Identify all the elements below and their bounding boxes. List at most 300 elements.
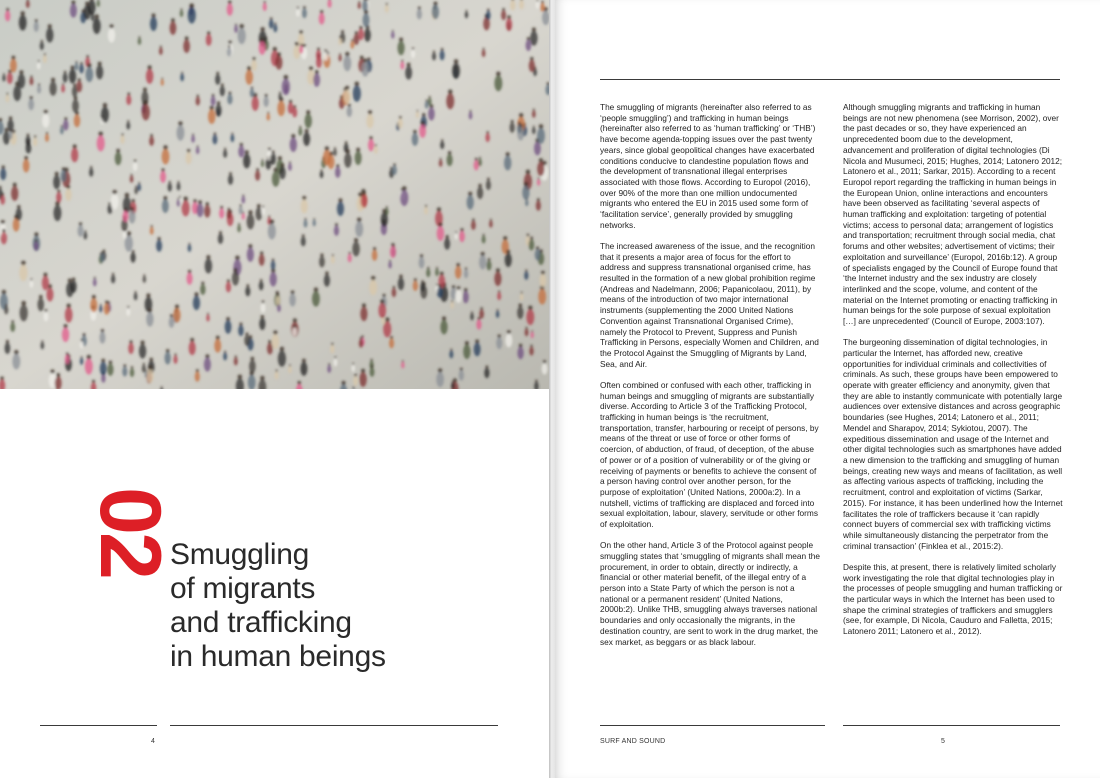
crowd-figure — [279, 166, 286, 179]
crowd-figure — [214, 339, 221, 353]
crowd-figure-head — [21, 261, 26, 266]
crowd-figure — [338, 55, 341, 62]
crowd-figure — [292, 327, 296, 336]
crowd-figure-head — [464, 288, 467, 291]
crowd-figure — [465, 11, 468, 18]
crowd-figure — [29, 77, 33, 85]
crowd-figure — [351, 365, 355, 372]
crowd-figure — [459, 370, 464, 381]
crowd-figure — [63, 120, 68, 131]
crowd-figure — [65, 188, 71, 201]
crowd-figure-head — [163, 196, 167, 200]
crowd-figure-head — [80, 62, 83, 65]
crowd-figure-head — [313, 218, 315, 220]
crowd-figure-head — [100, 304, 102, 306]
crowd-figure-head — [521, 292, 523, 294]
running-footer: SURF AND SOUND — [600, 738, 666, 745]
crowd-figure-head — [433, 51, 435, 53]
crowd-figure-head — [62, 83, 64, 85]
crowd-figure-head — [92, 295, 96, 299]
crowd-figure — [424, 207, 428, 215]
crowd-figure-head — [44, 110, 48, 114]
crowd-figure — [354, 34, 360, 45]
crowd-figure-head — [160, 46, 162, 48]
crowd-figure-head — [348, 104, 351, 107]
crowd-figure — [206, 34, 212, 46]
crowd-figure — [538, 289, 546, 305]
crowd-figure-head — [382, 209, 386, 213]
crowd-figure-head — [352, 363, 354, 365]
crowd-figure — [263, 3, 267, 11]
crowd-figure-head — [101, 359, 105, 363]
crowd-figure-head — [373, 247, 376, 250]
crowd-figure — [76, 81, 82, 92]
crowd-figure — [277, 101, 285, 116]
crowd-figure-head — [109, 360, 112, 363]
crowd-figure-head — [302, 234, 305, 237]
crowd-figure — [350, 41, 354, 49]
crowd-figure — [476, 319, 481, 329]
header-rule — [600, 79, 1060, 80]
crowd-figure-head — [228, 45, 231, 48]
crowd-figure-head — [345, 86, 349, 90]
crowd-figure — [449, 350, 453, 358]
crowd-figure — [46, 288, 53, 302]
crowd-figure-head — [380, 299, 384, 303]
crowd-figure-head — [161, 78, 163, 80]
crowd-figure-head — [320, 253, 323, 256]
crowd-figure-head — [487, 9, 490, 12]
crowd-figure-head — [146, 370, 148, 372]
crowd-figure — [146, 312, 153, 327]
crowd-figure-head — [299, 30, 303, 34]
crowd-figure — [298, 128, 302, 136]
crowd-figure — [440, 320, 447, 335]
left-page — [0, 0, 549, 778]
crowd-figure — [296, 9, 300, 17]
crowd-figure-head — [530, 345, 532, 347]
crowd-figure-head — [87, 63, 91, 67]
crowd-figure-head — [228, 208, 231, 211]
crowd-figure — [191, 135, 195, 142]
crowd-figure-head — [427, 267, 429, 269]
crowd-figure-head — [274, 23, 276, 25]
crowd-figure-head — [161, 168, 164, 171]
crowd-figure-head — [127, 92, 130, 95]
crowd-figure — [348, 254, 352, 262]
crowd-figure-head — [81, 356, 83, 358]
crowd-figure — [454, 233, 457, 240]
crowd-figure — [43, 312, 48, 322]
crowd-figure — [470, 313, 474, 320]
crowd-figure-head — [262, 301, 265, 304]
crowd-figure — [206, 315, 210, 322]
crowd-figure — [272, 171, 280, 186]
crowd-figure — [250, 89, 254, 98]
crowd-figure-head — [438, 368, 442, 372]
crowd-figure-head — [190, 338, 194, 342]
crowd-figure-head — [390, 336, 393, 339]
crowd-figure-head — [281, 163, 285, 167]
crowd-figure — [40, 42, 44, 50]
crowd-figure-head — [331, 343, 333, 345]
crowd-figure — [37, 298, 44, 311]
crowd-figure — [83, 232, 87, 239]
crowd-figure — [188, 7, 196, 23]
crowd-figure-head — [50, 369, 54, 373]
crowd-figure-head — [132, 250, 135, 253]
crowd-figure — [147, 369, 154, 383]
crowd-figure-head — [220, 206, 223, 209]
crowd-figure — [25, 136, 30, 146]
crowd-figure-head — [448, 89, 453, 94]
crowd-figure-head — [268, 148, 271, 151]
crowd-figure — [312, 291, 320, 307]
crowd-figure-head — [13, 183, 17, 187]
crowd-figure — [416, 112, 419, 119]
crowd-figure — [259, 41, 266, 55]
crowd-figure — [215, 74, 220, 85]
crowd-figure-head — [6, 8, 9, 11]
crowd-figure — [355, 151, 362, 165]
crowd-figure-head — [251, 357, 255, 361]
crowd-figure — [37, 86, 41, 94]
crowd-figure — [496, 311, 500, 318]
crowd-figure — [398, 277, 404, 290]
crowd-figure — [333, 149, 337, 156]
crowd-figure — [61, 170, 67, 182]
chapter-title — [170, 538, 470, 674]
crowd-figure-head — [34, 232, 38, 236]
crowd-figure — [276, 296, 281, 305]
crowd-figure — [412, 133, 418, 146]
crowd-figure — [97, 135, 105, 151]
crowd-figure — [337, 202, 344, 216]
crowd-figure-head — [471, 311, 473, 313]
crowd-figure-head — [73, 83, 76, 86]
crowd-figure-head — [538, 178, 540, 180]
crowd-figure-head — [181, 8, 183, 10]
crowd-figure-head — [460, 368, 463, 371]
crowd-figure — [535, 249, 541, 260]
crowd-figure-head — [10, 130, 12, 132]
crowd-figure-head — [238, 223, 240, 225]
crowd-figure-head — [183, 196, 188, 201]
crowd-figure — [242, 213, 245, 220]
crowd-figure-head — [414, 278, 417, 281]
crowd-figure — [75, 63, 79, 71]
crowd-figure — [532, 127, 535, 134]
crowd-figure-head — [4, 128, 8, 132]
crowd-figure — [53, 175, 60, 189]
crowd-figure-head — [338, 198, 342, 202]
crowd-figure-head — [306, 110, 310, 114]
crowd-figure-head — [239, 24, 244, 29]
crowd-figure — [440, 50, 445, 60]
crowd-figure — [529, 347, 533, 356]
crowd-figure — [18, 74, 25, 89]
crowd-figure-head — [66, 303, 70, 307]
crowd-figure-head — [389, 260, 391, 262]
crowd-figure-head — [72, 278, 75, 281]
crowd-figure-head — [375, 144, 377, 146]
crowd-figure-head — [178, 121, 182, 125]
crowd-figure — [278, 93, 281, 100]
crowd-figure — [331, 256, 335, 264]
crowd-figure-head — [511, 120, 514, 123]
crowd-figure — [450, 302, 453, 309]
crowd-figure — [537, 179, 540, 186]
crowd-figure-head — [187, 149, 190, 152]
crowd-figure-head — [245, 332, 248, 335]
crowd-figure-head — [146, 293, 150, 297]
crowd-figure — [267, 343, 273, 355]
crowd-figure — [129, 210, 136, 223]
crowd-figure-head — [293, 318, 297, 322]
crowd-figure-head — [280, 347, 285, 352]
crowd-figure — [159, 47, 163, 55]
crowd-figure — [372, 250, 378, 261]
crowd-figure-head — [109, 24, 113, 28]
crowd-figure-head — [528, 305, 532, 309]
crowd-figure — [273, 24, 277, 32]
crowd-figure — [455, 289, 462, 302]
crowd-figure — [299, 46, 303, 54]
crowd-figure-head — [125, 193, 130, 198]
crowd-figure-head — [354, 81, 359, 86]
crowd-figure — [11, 186, 18, 201]
crowd-figure — [420, 282, 425, 291]
crowd-figure — [123, 231, 127, 239]
crowd-figure — [474, 343, 481, 357]
crowd-figure-head — [98, 131, 103, 136]
crowd-figure-head — [305, 129, 309, 133]
crowd-figure — [496, 337, 502, 349]
crowd-figure — [361, 62, 368, 77]
crowd-figure-head — [46, 132, 48, 134]
crowd-figure-head — [289, 364, 291, 366]
crowd-figure — [385, 5, 389, 13]
crowd-figure — [319, 256, 325, 267]
crowd-figure — [238, 146, 244, 158]
crowd-figure-head — [328, 363, 330, 365]
crowd-figure — [477, 187, 483, 199]
crowd-figure — [177, 183, 181, 191]
crowd-figure — [261, 303, 266, 313]
crowd-figure-head — [496, 268, 500, 272]
crowd-figure-head — [349, 252, 351, 254]
crowd-figure — [78, 225, 84, 237]
crowd-figure — [361, 195, 367, 208]
crowd-figure-head — [6, 340, 9, 343]
crowd-figure-head — [235, 24, 237, 26]
crowd-figure — [237, 225, 241, 232]
crowd-figure — [251, 60, 257, 71]
crowd-figure-head — [530, 57, 533, 60]
crowd-figure — [494, 272, 501, 286]
crowd-figure — [133, 162, 138, 171]
crowd-figure-head — [132, 199, 135, 202]
crowd-figure-head — [302, 359, 306, 363]
crowd-figure-head — [227, 279, 230, 282]
crowd-figure-head — [469, 110, 471, 112]
crowd-figure-head — [321, 169, 323, 171]
crowd-figure-head — [315, 70, 319, 74]
crowd-figure — [343, 55, 351, 71]
crowd-figure-head — [39, 295, 43, 299]
crowd-figure-head — [152, 13, 156, 17]
crowd-figure-head — [74, 96, 78, 100]
crowd-figure-head — [314, 287, 318, 291]
crowd-figure-head — [19, 70, 23, 74]
crowd-figure — [388, 261, 392, 268]
crowd-figure-head — [302, 196, 306, 200]
crowd-figure — [301, 237, 306, 247]
crowd-figure-head — [124, 208, 127, 211]
crowd-figure-head — [246, 284, 249, 287]
crowd-figure — [115, 152, 122, 165]
crowd-figure-head — [502, 8, 505, 11]
crowd-figure-head — [371, 276, 375, 280]
crowd-figure — [183, 39, 190, 52]
crowd-figure-head — [12, 130, 15, 133]
crowd-figure — [101, 107, 109, 123]
crowd-figure-head — [325, 271, 328, 274]
crowd-figure — [180, 74, 184, 82]
crowd-figure-head — [309, 66, 313, 70]
crowd-figure-head — [126, 231, 131, 236]
crowd-figure — [305, 114, 312, 129]
crowd-figure — [536, 201, 541, 211]
crowd-figure-head — [196, 369, 199, 372]
crowd-figure — [238, 28, 246, 44]
crowd-figure — [505, 333, 512, 347]
crowd-figure-head — [370, 359, 372, 361]
crowd-figure — [323, 150, 331, 166]
crowd-figure — [70, 4, 77, 18]
crowd-figure — [137, 184, 141, 191]
crowd-figure — [215, 104, 221, 116]
crowd-figure — [37, 62, 41, 69]
crowd-figure — [205, 258, 212, 273]
crowd-figure-head — [456, 263, 460, 267]
crowd-figure-head — [272, 259, 275, 262]
crowd-figure-head — [363, 58, 367, 62]
crowd-figure — [126, 95, 131, 105]
crowd-figure-head — [277, 52, 281, 56]
crowd-figure — [425, 101, 429, 108]
crowd-figure-head — [229, 172, 232, 175]
crowd-figure — [505, 253, 512, 267]
crowd-figure — [261, 208, 265, 216]
crowd-figure — [90, 298, 97, 312]
crowd-figure — [452, 63, 460, 79]
crowd-figure — [0, 195, 5, 205]
crowd-figure-head — [127, 120, 129, 122]
crowd-figure — [413, 281, 418, 291]
crowd-figure-head — [441, 48, 444, 51]
crowd-figure-head — [265, 94, 268, 97]
crowd-figure-head — [454, 59, 458, 63]
crowd-figure-head — [2, 165, 5, 168]
crowd-figure-head — [38, 84, 40, 86]
crowd-figure-head — [485, 365, 488, 368]
crowd-figure — [99, 305, 102, 312]
crowd-figure — [334, 226, 339, 236]
crowd-figure-head — [44, 53, 46, 55]
crowd-figure-head — [295, 42, 299, 46]
crowd-figure-head — [497, 309, 499, 311]
crowd-figure — [80, 358, 83, 365]
crowd-figure-head — [94, 277, 96, 279]
crowd-figure — [360, 307, 367, 321]
crowd-figure — [353, 85, 361, 101]
crowd-figure — [359, 339, 363, 348]
crowd-figure-head — [299, 126, 301, 128]
crowd-figure — [43, 55, 47, 63]
crowd-figure — [26, 0, 30, 8]
crowd-figure-head — [334, 356, 336, 358]
crowd-figure — [120, 135, 124, 143]
text-column-left — [600, 102, 820, 658]
crowd-figure-head — [486, 131, 489, 134]
crowd-figure — [234, 357, 238, 365]
crowd-figure — [53, 205, 61, 221]
paragraph: The burgeoning dissemination of digital technologies, in particular the Internet, has afforded new, creative opportunities for individual criminals and collectivities of criminals. As such, these groups have been empowered to operate with greater efficiency and anonymity, given that they are able to instantly communicate with potentially large audiences over extensive distances and across geographic boundaries (see Hughes, 2014; Latonero et al., 2011; Mendel and Sharapov, 2014; Sykiotou, 2007). The expeditious dissemination and usage of the Internet and other digital technologies such as smartphones have added a new dimension to the trafficking and smuggling of human beings, creating new ways and means of facilitation, as well as affecting various aspects of trafficking, including the recruitment, control and exploitation of victims (Sarkar, 2015). For instance, it has been underlined how the Internet facilitates the role of traffickers because it ‘can rapidly connect buyers of commercial sex with trafficking victims while simultaneously distancing the perpetrator from the criminal transaction’ (Finklea et al., 2015:2). — [843, 337, 1063, 551]
crowd-figure — [520, 293, 524, 300]
crowd-figure — [177, 200, 181, 207]
crowd-figure-head — [55, 201, 59, 205]
crowd-figure — [42, 276, 49, 290]
crowd-figure — [272, 334, 280, 349]
crowd-figure-head — [92, 380, 95, 383]
crowd-figure-head — [268, 340, 271, 343]
crowd-figure-head — [64, 117, 67, 120]
crowd-figure — [353, 376, 358, 386]
crowd-figure-head — [233, 268, 237, 272]
crowd-figure-head — [303, 6, 306, 9]
crowd-figure-head — [354, 374, 357, 377]
crowd-figure — [177, 125, 185, 141]
crowd-figure — [61, 85, 65, 93]
crowd-figure — [146, 69, 154, 84]
crowd-figure — [347, 106, 352, 117]
crowd-figure — [370, 367, 375, 377]
crowd-figure-head — [273, 47, 277, 51]
crowd-figure-head — [169, 181, 171, 183]
crowd-figure-head — [345, 141, 348, 144]
crowd-figure-head — [438, 284, 441, 287]
crowd-figure-head — [123, 364, 126, 367]
crowd-figure — [234, 25, 238, 32]
crowd-figure-head — [506, 250, 510, 254]
crowd-figure-head — [251, 87, 253, 89]
crowd-figure-head — [11, 320, 14, 323]
crowd-figure — [366, 114, 373, 129]
crowd-figure-head — [48, 24, 52, 28]
crowd-figure — [7, 73, 13, 85]
crowd-figure — [79, 64, 84, 73]
crowd-figure — [134, 187, 138, 194]
crowd-figure — [5, 343, 11, 354]
crowd-figure-head — [67, 185, 71, 189]
crowd-figure-head — [224, 148, 226, 150]
crowd-figure — [486, 260, 491, 270]
crowd-figure-head — [541, 1, 544, 4]
crowd-figure — [532, 110, 536, 118]
crowd-figure-head — [149, 358, 153, 362]
crowd-figure — [3, 131, 10, 145]
